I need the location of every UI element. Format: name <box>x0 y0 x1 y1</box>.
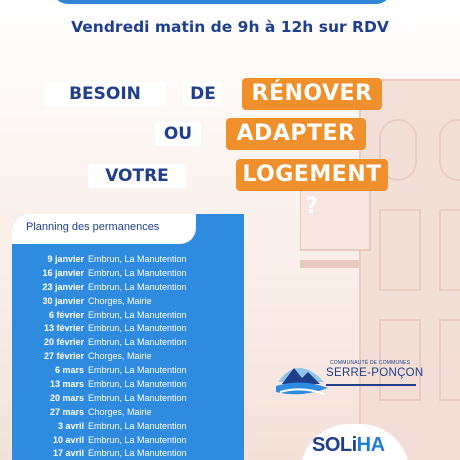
schedule-subtitle: Vendredi matin de 9h à 12h sur RDV <box>71 18 389 36</box>
list-item <box>12 365 244 379</box>
headline-besoin: BESOIN <box>44 82 166 106</box>
row-date: 27 mars <box>49 406 84 417</box>
headline-ou: OU <box>155 122 201 146</box>
row-date: 6 février <box>48 309 84 320</box>
headline-de: DE <box>183 82 223 106</box>
ccsp-name: SERRE-PONÇON <box>326 367 424 379</box>
headline-renover: RÉNOVER <box>242 78 382 110</box>
row-date: 10 avril <box>52 434 84 445</box>
planning-list <box>12 254 244 460</box>
list-item <box>12 421 244 435</box>
row-place: Embrun, La Manutention <box>88 254 187 264</box>
list-item <box>12 435 244 449</box>
row-date: 20 mars <box>49 392 84 403</box>
headline-logement: LOGEMENT ? <box>236 159 388 191</box>
row-place: Embrun, La Manutention <box>88 392 187 403</box>
row-date: 23 janvier <box>42 281 84 292</box>
list-item <box>12 282 244 296</box>
top-banner <box>52 0 392 4</box>
row-date: 6 mars <box>54 365 84 376</box>
row-date: 20 février <box>43 337 84 348</box>
row-place: Embrun, La Manutention <box>88 448 187 459</box>
row-date: 9 janvier <box>47 254 84 264</box>
row-place: Embrun, La Manutention <box>88 267 187 278</box>
planning-title: Planning des permanences <box>26 221 160 233</box>
row-date: 17 avril <box>52 448 84 459</box>
list-item <box>12 254 244 268</box>
list-item <box>12 393 244 407</box>
row-place: Embrun, La Manutention <box>88 323 187 334</box>
row-place: Embrun, La Manutention <box>88 281 187 292</box>
row-place: Embrun, La Manutention <box>88 337 187 348</box>
row-date: 3 avril <box>57 420 84 431</box>
list-item <box>12 323 244 337</box>
row-date: 30 janvier <box>42 295 84 306</box>
row-place: Embrun, La Manutention <box>88 365 187 376</box>
row-date: 13 février <box>43 323 84 334</box>
row-place: Embrun, La Manutention <box>88 434 187 445</box>
list-item <box>12 310 244 324</box>
list-item <box>12 407 244 421</box>
row-date: 13 mars <box>49 379 84 390</box>
list-item <box>12 268 244 282</box>
headline-adapter: ADAPTER <box>226 118 366 150</box>
row-date: 27 février <box>43 351 84 362</box>
list-item <box>12 296 244 310</box>
ccsp-label: COMMUNAUTÉ DE COMMUNES <box>330 360 411 366</box>
list-item <box>12 337 244 351</box>
list-item <box>12 351 244 365</box>
row-place: Chorges, Mairie <box>88 351 152 362</box>
row-date: 16 janvier <box>42 267 84 278</box>
soliha-logo <box>312 434 385 457</box>
list-item <box>12 448 244 460</box>
soliha-main: SOLi <box>312 434 357 456</box>
row-place: Embrun, La Manutention <box>88 379 187 390</box>
row-place: Chorges, Mairie <box>88 295 152 306</box>
row-place: Embrun, La Manutention <box>88 309 187 320</box>
row-place: Chorges, Mairie <box>88 406 152 417</box>
soliha-accent: HA <box>356 434 385 456</box>
row-place: Embrun, La Manutention <box>88 420 187 431</box>
list-item <box>12 379 244 393</box>
headline-votre: VOTRE <box>88 164 186 188</box>
